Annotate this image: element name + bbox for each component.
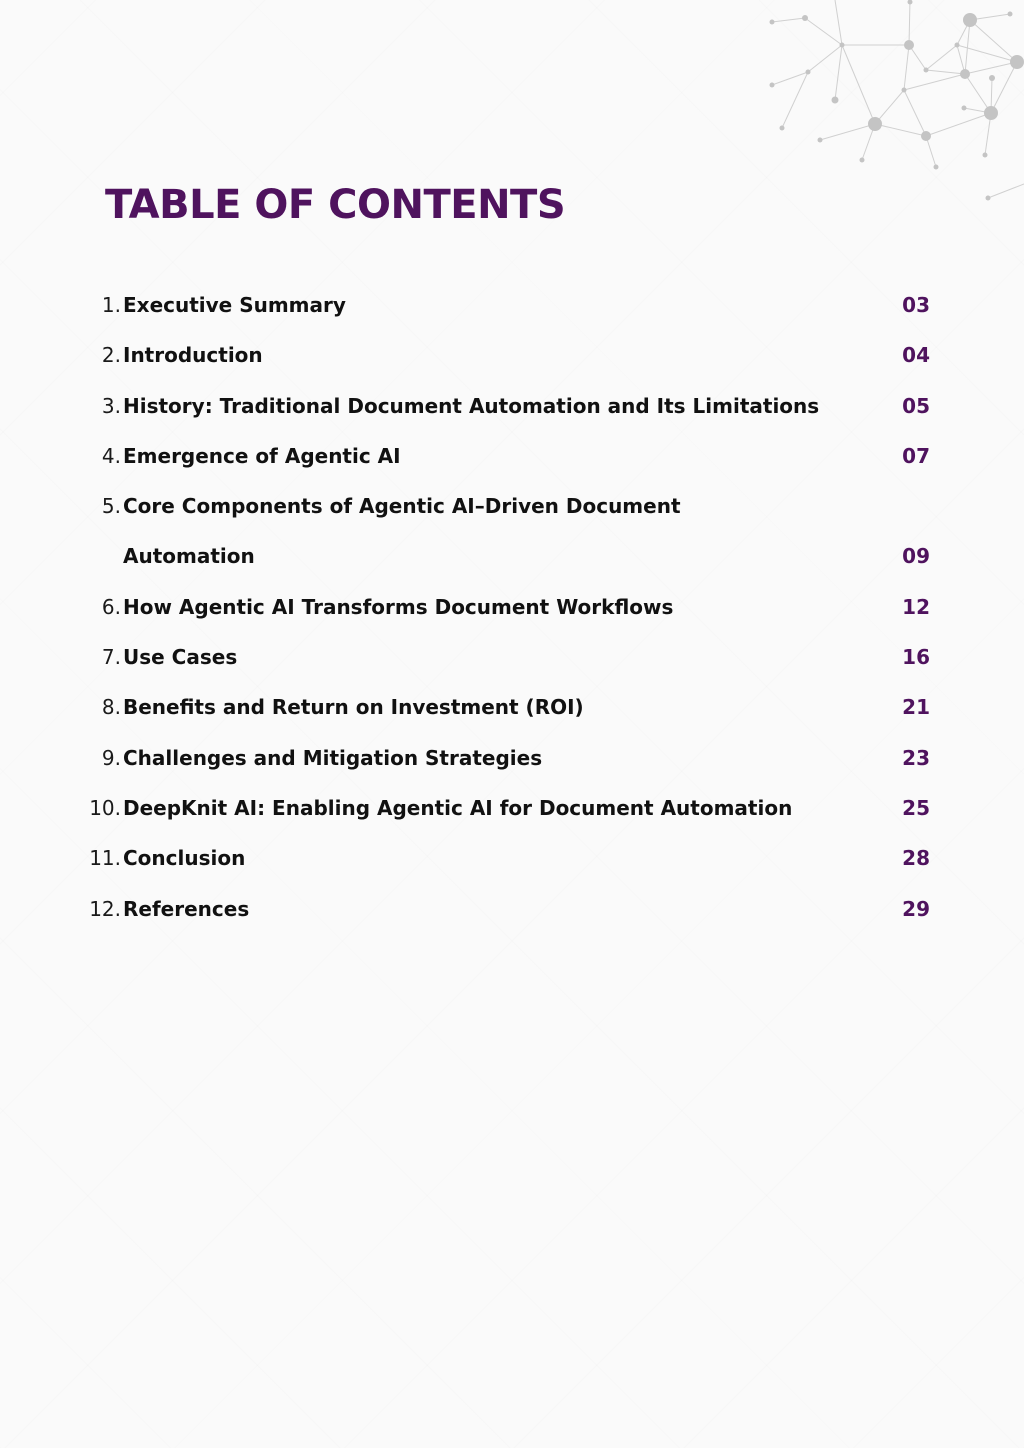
network-graph-icon — [760, 0, 1024, 210]
toc-entry[interactable] — [0, 434, 1024, 484]
toc-entry-number: 5. — [101, 494, 121, 519]
toc-entry[interactable] — [0, 283, 1024, 333]
toc-entry-title: Emergence of Agentic AI — [123, 443, 401, 468]
toc-entry-continuation[interactable] — [0, 534, 1024, 584]
toc-entry-number: 2. — [101, 343, 121, 368]
toc-entry-title: How Agentic AI Transforms Document Workflows — [123, 594, 674, 619]
toc-entry-page: 09 — [902, 544, 930, 569]
toc-entry[interactable] — [0, 887, 1024, 937]
toc-entry-number: 3. — [101, 393, 121, 418]
toc-entry-page: 03 — [902, 293, 930, 317]
toc-entry-title: Introduction — [123, 343, 263, 368]
toc-entry-number: 10. — [89, 795, 121, 820]
toc-entry-page: 21 — [902, 695, 930, 720]
toc-entry-page: 05 — [902, 393, 930, 418]
toc-entry-number: 12. — [89, 896, 121, 921]
page-title: TABLE OF CONTENTS — [105, 182, 566, 228]
toc-entry-number: 7. — [101, 645, 121, 670]
toc-entry-page: 23 — [902, 745, 930, 770]
toc-entry[interactable] — [0, 585, 1024, 635]
toc-entry[interactable] — [0, 384, 1024, 434]
toc-entry-number: 1. — [101, 293, 121, 317]
toc-entry-title: Challenges and Mitigation Strategies — [123, 745, 543, 770]
toc-entry-number: 8. — [101, 695, 121, 720]
toc-entry[interactable] — [0, 635, 1024, 685]
toc-entry-title: Use Cases — [123, 645, 238, 670]
toc-entry-title: Benefits and Return on Investment (ROI) — [123, 695, 584, 720]
toc-entry-page: 04 — [902, 343, 930, 368]
toc-entry-title-continued: Automation — [123, 544, 255, 569]
toc-entry[interactable] — [0, 736, 1024, 786]
toc-entry-title: Conclusion — [123, 846, 246, 871]
toc-entry-title: DeepKnit AI: Enabling Agentic AI for Document Automation — [123, 795, 793, 820]
toc-list — [0, 283, 1024, 937]
toc-entry-title: References — [123, 896, 250, 921]
toc-entry-page: 16 — [902, 645, 930, 670]
toc-entry-page: 12 — [902, 594, 930, 619]
toc-entry[interactable] — [0, 685, 1024, 735]
toc-entry[interactable] — [0, 333, 1024, 383]
toc-entry-number: 4. — [101, 443, 121, 468]
toc-entry[interactable] — [0, 836, 1024, 886]
toc-entry-title: Executive Summary — [123, 293, 346, 317]
toc-entry-number: 6. — [101, 594, 121, 619]
toc-entry-page: 29 — [902, 896, 930, 921]
toc-entry-number: 9. — [101, 745, 121, 770]
toc-entry-title: Core Components of Agentic AI–Driven Document — [123, 494, 681, 519]
toc-entry-number: 11. — [89, 846, 121, 871]
toc-entry[interactable] — [0, 484, 1024, 534]
toc-entry-page: 28 — [902, 846, 930, 871]
toc-entry-page: 25 — [902, 795, 930, 820]
toc-entry[interactable] — [0, 786, 1024, 836]
toc-entry-title: History: Traditional Document Automation and Its Limitations — [123, 393, 820, 418]
toc-entry-page: 07 — [902, 443, 930, 468]
